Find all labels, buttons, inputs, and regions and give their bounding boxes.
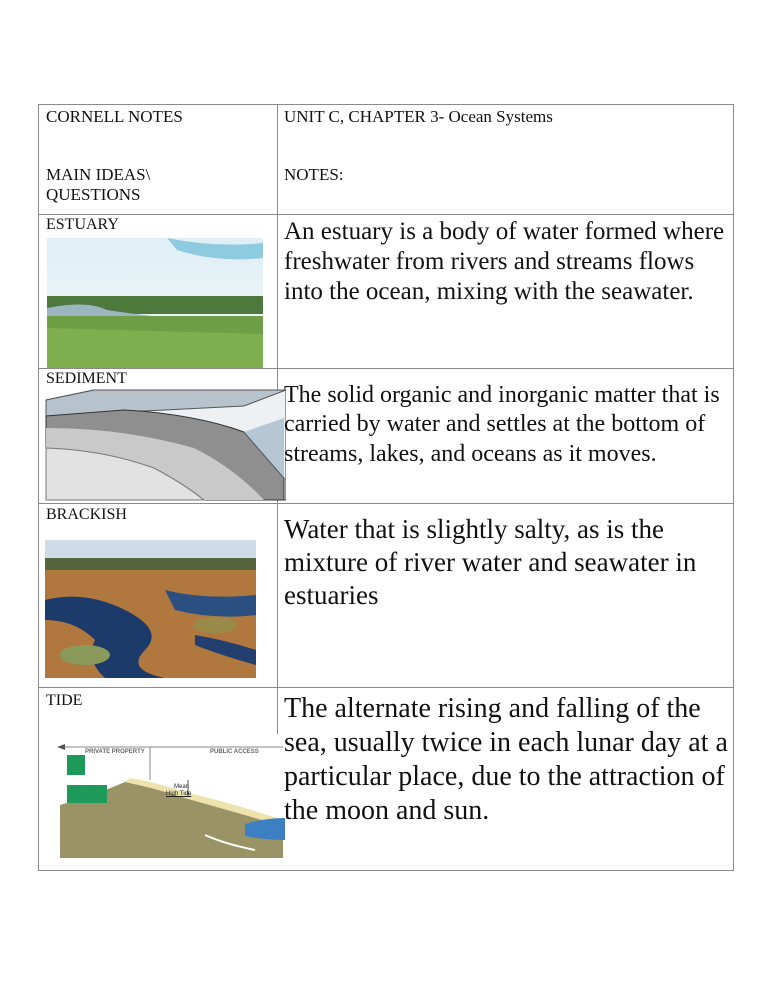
row-divider bbox=[38, 368, 734, 369]
table-border-bottom bbox=[38, 870, 734, 871]
row-divider bbox=[38, 214, 734, 215]
table-border-left bbox=[38, 104, 39, 870]
cornell-notes-title: CORNELL NOTES bbox=[46, 107, 183, 126]
tide-label-mean: Mean bbox=[174, 784, 190, 790]
note-sediment: The solid organic and inorganic matter that is carried by water and settles at the bottom of streams, lakes, and oceans as it moves. bbox=[284, 382, 720, 467]
term-tide: TIDE bbox=[46, 692, 83, 709]
table-border-top bbox=[38, 104, 734, 105]
term-brackish: BRACKISH bbox=[46, 506, 127, 523]
row-divider bbox=[38, 687, 734, 688]
term-estuary: ESTUARY bbox=[46, 216, 119, 233]
note-brackish: Water that is slightly salty, as is the mixture of river water and seawater in estuaries bbox=[284, 514, 697, 610]
tide-label-private-property: PRIVATE PROPERTY bbox=[85, 749, 145, 755]
tide-label-public-access: PUBLIC ACCESS bbox=[210, 749, 259, 755]
row-divider bbox=[38, 503, 734, 504]
tide-label-high-tide: High Tide bbox=[166, 791, 192, 797]
note-tide: The alternate rising and falling of the sea, usually twice in each lunar day at a particular place, due to the attraction of the moon and sun. bbox=[284, 693, 728, 827]
term-sediment: SEDIMENT bbox=[46, 370, 127, 387]
questions-label: QUESTIONS bbox=[46, 185, 141, 204]
brackish-photo bbox=[45, 540, 256, 678]
tide-diagram bbox=[55, 740, 285, 862]
main-ideas-label: MAIN IDEAS\ bbox=[46, 165, 151, 184]
unit-title: UNIT C, CHAPTER 3- Ocean Systems bbox=[284, 107, 553, 126]
sediment-diagram bbox=[44, 388, 286, 502]
notes-label: NOTES: bbox=[284, 165, 344, 184]
estuary-photo bbox=[47, 238, 263, 368]
note-estuary: An estuary is a body of water formed where freshwater from rivers and streams flows into the ocean, mixing with the seawater. bbox=[284, 218, 725, 305]
